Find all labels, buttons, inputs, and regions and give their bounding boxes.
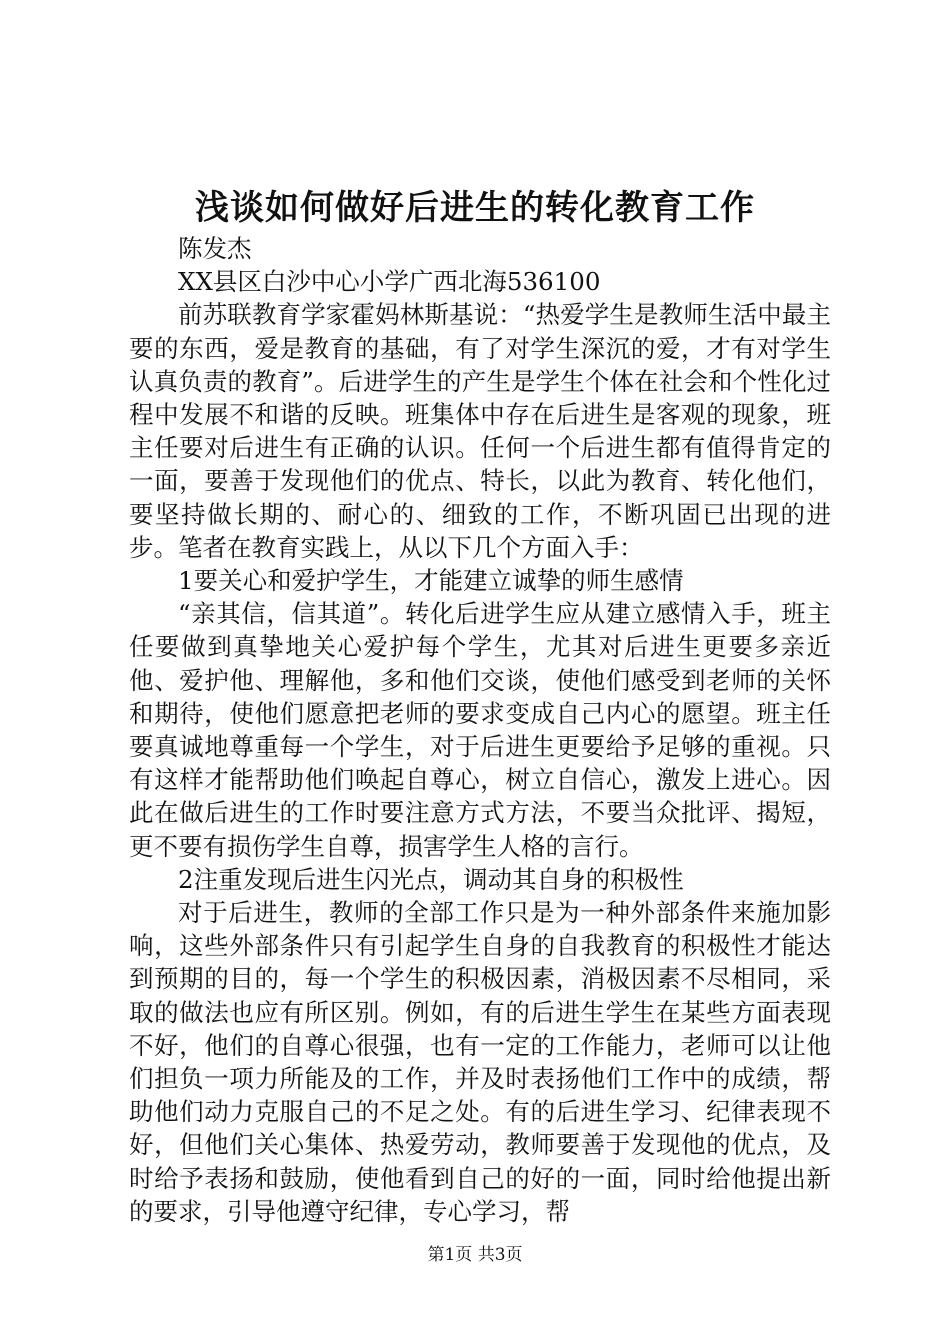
document-title: 浅谈如何做好后进生的转化教育工作	[195, 188, 755, 228]
author-line: 陈发杰	[178, 234, 252, 263]
body-paragraph: “亲其信，信其道”。转化后进学生应从建立感情入手，班主任要做到真挚地关心爱护每个学生，尤其对后进生更要多亲近他、爱护他、理解他，多和他们交谈，使他们感受到老师的关怀和期待，使他们愿意把老师的要求变成自己内心的愿望。班主任要真诚地尊重每一个学生，对于后进生更要给予足够的重视。只有这样才能帮助他们唤起自尊心，树立自信心，激发上进心。因此在做后进生的工作时要注意方式方法，不要当众批评、揭短，更不要有损伤学生自尊，损害学生人格的言行。	[129, 599, 831, 861]
section-heading: 1要关心和爱护学生，才能建立诚挚的师生感情	[178, 566, 684, 596]
affiliation-line: XX县区白沙中心小学广西北海536100	[178, 267, 601, 297]
section-heading: 2注重发现后进生闪光点，调动其自身的积极性	[178, 864, 684, 894]
document-body	[129, 232, 831, 1228]
page-footer: 第1页 共3页	[427, 1245, 523, 1265]
body-paragraph: 前苏联教育学家霍妈林斯基说：“热爱学生是教师生活中最主要的东西，爱是教育的基础，有了对学生深沉的爱，才有对学生认真负责的教育”。后进学生的产生是学生个体在社会和个性化过程中发展不和谐的反映。班集体中存在后进生是客观的现象，班主任要对后进生有正确的认识。任何一个后进生都有值得肯定的一面，要善于发现他们的优点、特长，以此为教育、转化他们，要坚持做长期的、耐心的、细致的工作，不断巩固已出现的进步。笔者在教育实践上，从以下几个方面入手：	[129, 300, 831, 562]
body-paragraph: 对于后进生，教师的全部工作只是为一种外部条件来施加影响，这些外部条件只有引起学生自身的自我教育的积极性才能达到预期的目的，每一个学生的积极因素，消极因素不尽相同，采取的做法也应有所区别。例如，有的后进生学生在某些方面表现不好，他们的自尊心很强，也有一定的工作能力，老师可以让他们担负一项力所能及的工作，并及时表扬他们工作中的成绩，帮助他们动力克服自己的不足之处。有的后进生学习、纪律表现不好，但他们关心集体、热爱劳动，教师要善于发现他的优点，及时给予表扬和鼓励，使他看到自己的好的一面，同时给他提出新的要求，引导他遵守纪律，专心学习，帮	[129, 898, 831, 1226]
